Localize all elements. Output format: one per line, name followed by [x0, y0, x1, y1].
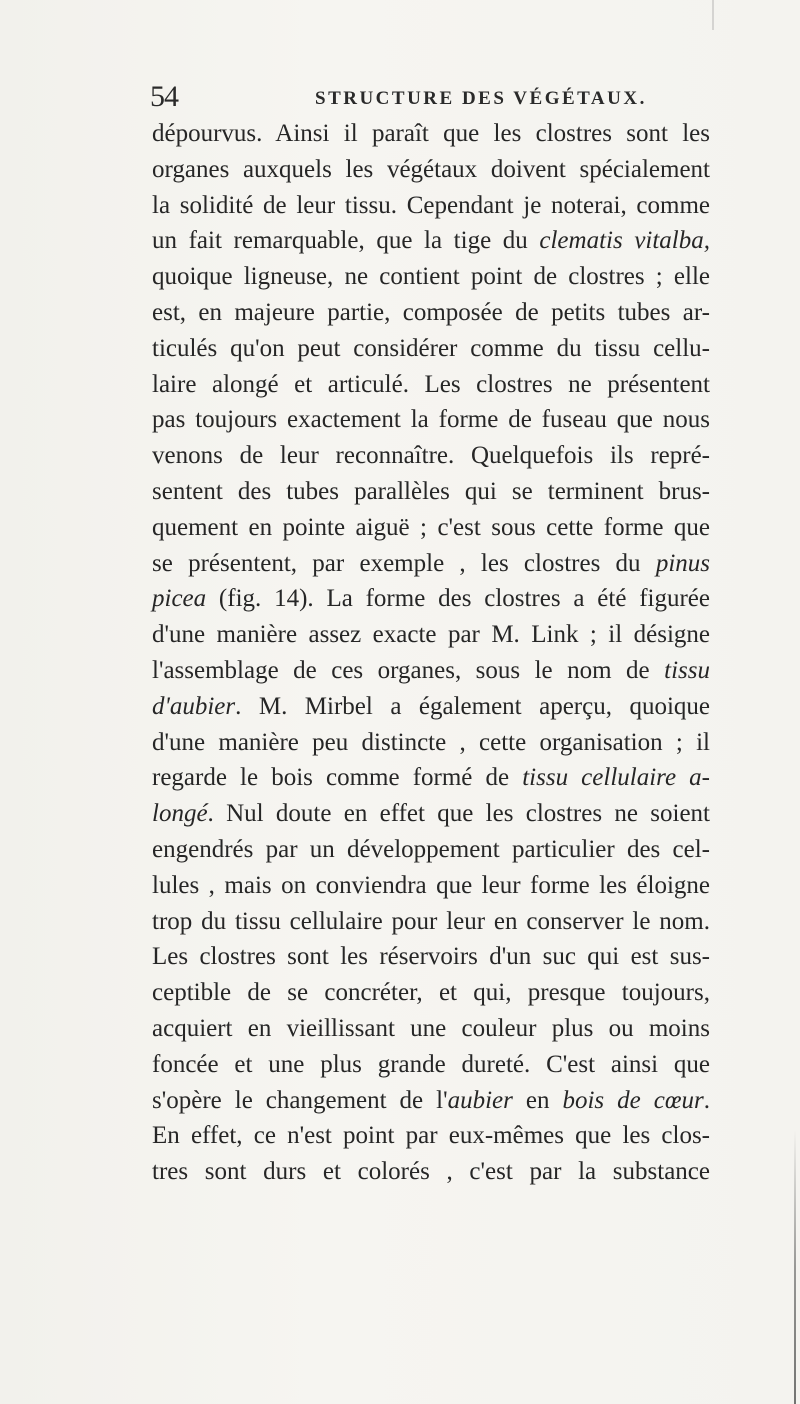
page-edge-mark	[712, 0, 714, 30]
text-line: dépourvus. Ainsi il paraît que les clostres sont les	[152, 120, 710, 147]
text-line: s'opère le changement de l'aubier en bois de cœur.	[152, 1086, 710, 1114]
text-line: engendrés par un développement particulier des cel-	[152, 835, 710, 863]
text-line: ticulés qu'on peut considérer comme du tissu cellu-	[152, 334, 710, 362]
text-line: l'assemblage de ces organes, sous le nom de tissu	[152, 656, 710, 684]
running-head: STRUCTURE DES VÉGÉTAUX.	[315, 88, 647, 109]
text-line: picea (fig. 14). La forme des clostres a été figurée	[152, 585, 710, 613]
text-line: Les clostres sont les réservoirs d'un suc qui est sus-	[152, 943, 710, 971]
text-line: sentent des tubes parallèles qui se terminent brus-	[152, 477, 710, 505]
text-line: quoique ligneuse, ne contient point de clostres ; elle	[152, 263, 710, 291]
text-line: ceptible de se concréter, et qui, presque toujours,	[152, 979, 710, 1007]
text-line: longé. Nul doute en effet que les clostres ne soient	[152, 800, 710, 828]
text-line: regarde le bois comme formé de tissu cellulaire a-	[152, 764, 710, 792]
text-line: pas toujours exactement la forme de fuseau que nous	[152, 406, 710, 434]
text-line: est, en majeure partie, composée de petits tubes ar-	[152, 298, 710, 326]
text-line: laire alongé et articulé. Les clostres ne présentent	[152, 370, 710, 398]
body-text	[152, 116, 710, 1190]
text-line: venons de leur reconnaître. Quelquefois ils repré-	[152, 442, 710, 470]
text-line: En effet, ce n'est point par eux-mêmes que les clos-	[152, 1122, 710, 1150]
text-line: quement en pointe aiguë ; c'est sous cette forme que	[152, 513, 710, 541]
text-line: organes auxquels les végétaux doivent spécialement	[152, 155, 710, 183]
page-binding-shadow	[794, 1130, 796, 1404]
text-line: d'une manière peu distincte , cette organisation ; il	[152, 728, 710, 756]
page-number: 54	[150, 80, 178, 113]
text-line: un fait remarquable, que la tige du clematis vitalba,	[152, 227, 710, 255]
text-line: d'aubier. M. Mirbel a également aperçu, quoique	[152, 692, 710, 720]
text-line: d'une manière assez exacte par M. Link ; il désigne	[152, 621, 710, 649]
text-line: tres sont durs et colorés , c'est par la substance	[152, 1158, 710, 1186]
text-line: se présentent, par exemple , les clostres du pinus	[152, 549, 710, 577]
text-line: trop du tissu cellulaire pour leur en conserver le nom.	[152, 907, 710, 935]
text-line: foncée et une plus grande dureté. C'est ainsi que	[152, 1050, 710, 1078]
text-line: acquiert en vieillissant une couleur plus ou moins	[152, 1014, 710, 1042]
text-line: la solidité de leur tissu. Cependant je noterai, comme	[152, 191, 710, 219]
text-line: lules , mais on conviendra que leur forme les éloigne	[152, 871, 710, 899]
